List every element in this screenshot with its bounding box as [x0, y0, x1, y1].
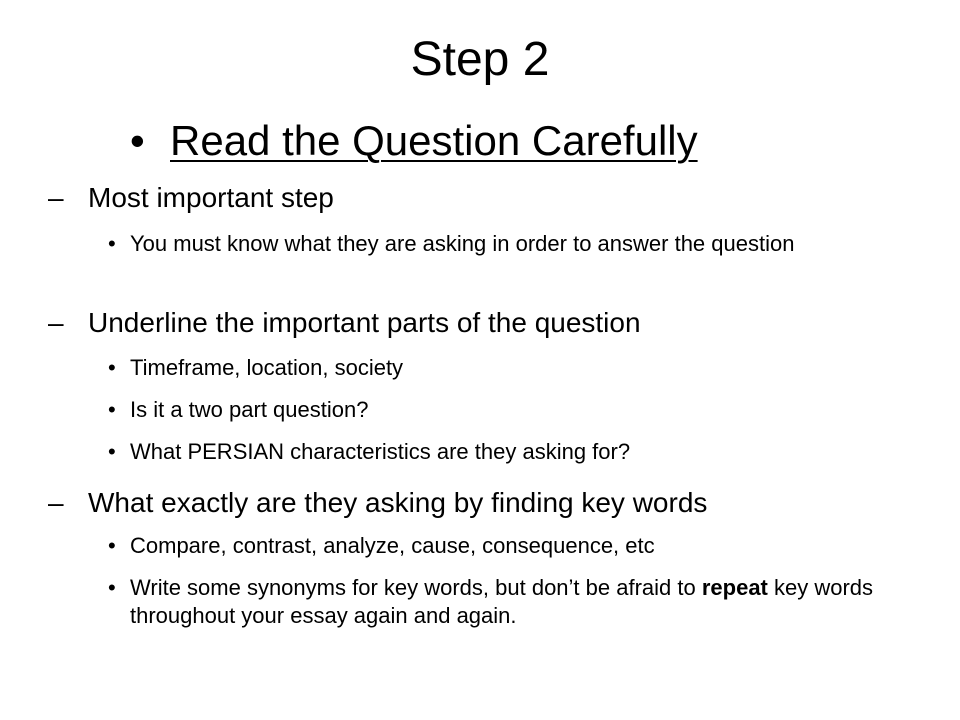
list-item-text: You must know what they are asking in order to answer the question [130, 231, 795, 256]
main-heading [130, 113, 698, 169]
list-item [108, 396, 928, 424]
bullet-marker: • [108, 533, 116, 558]
list-item [108, 438, 928, 466]
emphasized-word: repeat [701, 575, 768, 600]
section-most-important [48, 180, 334, 216]
list-item-text [130, 574, 928, 630]
bullet-marker: • [108, 439, 116, 464]
list-item-text: Is it a two part question? [130, 397, 369, 422]
list-item-text: Timeframe, location, society [130, 355, 404, 380]
list-item [108, 574, 928, 630]
bullet-marker: • [108, 231, 116, 256]
section-label: Underline the important parts of the question [88, 307, 641, 338]
list-item-text: Compare, contrast, analyze, cause, consequence, etc [130, 533, 655, 558]
section-label: Most important step [88, 182, 334, 213]
slide-title: Step 2 [410, 33, 550, 86]
list-item [108, 532, 928, 560]
section-label: What exactly are they asking by finding key words [88, 487, 708, 518]
bullet-marker: • [108, 397, 116, 422]
dash-marker: – [48, 307, 64, 338]
heading-bullet: • [130, 117, 145, 164]
dash-marker: – [48, 487, 64, 518]
text-after-emphasis: key words throughout your essay again and again. [130, 575, 874, 628]
text-before-emphasis: Write some synonyms for key words, but don’t be afraid to [130, 575, 702, 600]
bullet-marker: • [108, 355, 116, 380]
section-key-words [48, 485, 707, 521]
section-underline-parts [48, 305, 641, 341]
dash-marker: – [48, 182, 64, 213]
heading-text: Read the Question Carefully [170, 117, 698, 164]
list-item [108, 230, 928, 258]
list-item [108, 354, 928, 382]
list-item-text: What PERSIAN characteristics are they asking for? [130, 439, 631, 464]
bullet-marker: • [108, 575, 116, 600]
